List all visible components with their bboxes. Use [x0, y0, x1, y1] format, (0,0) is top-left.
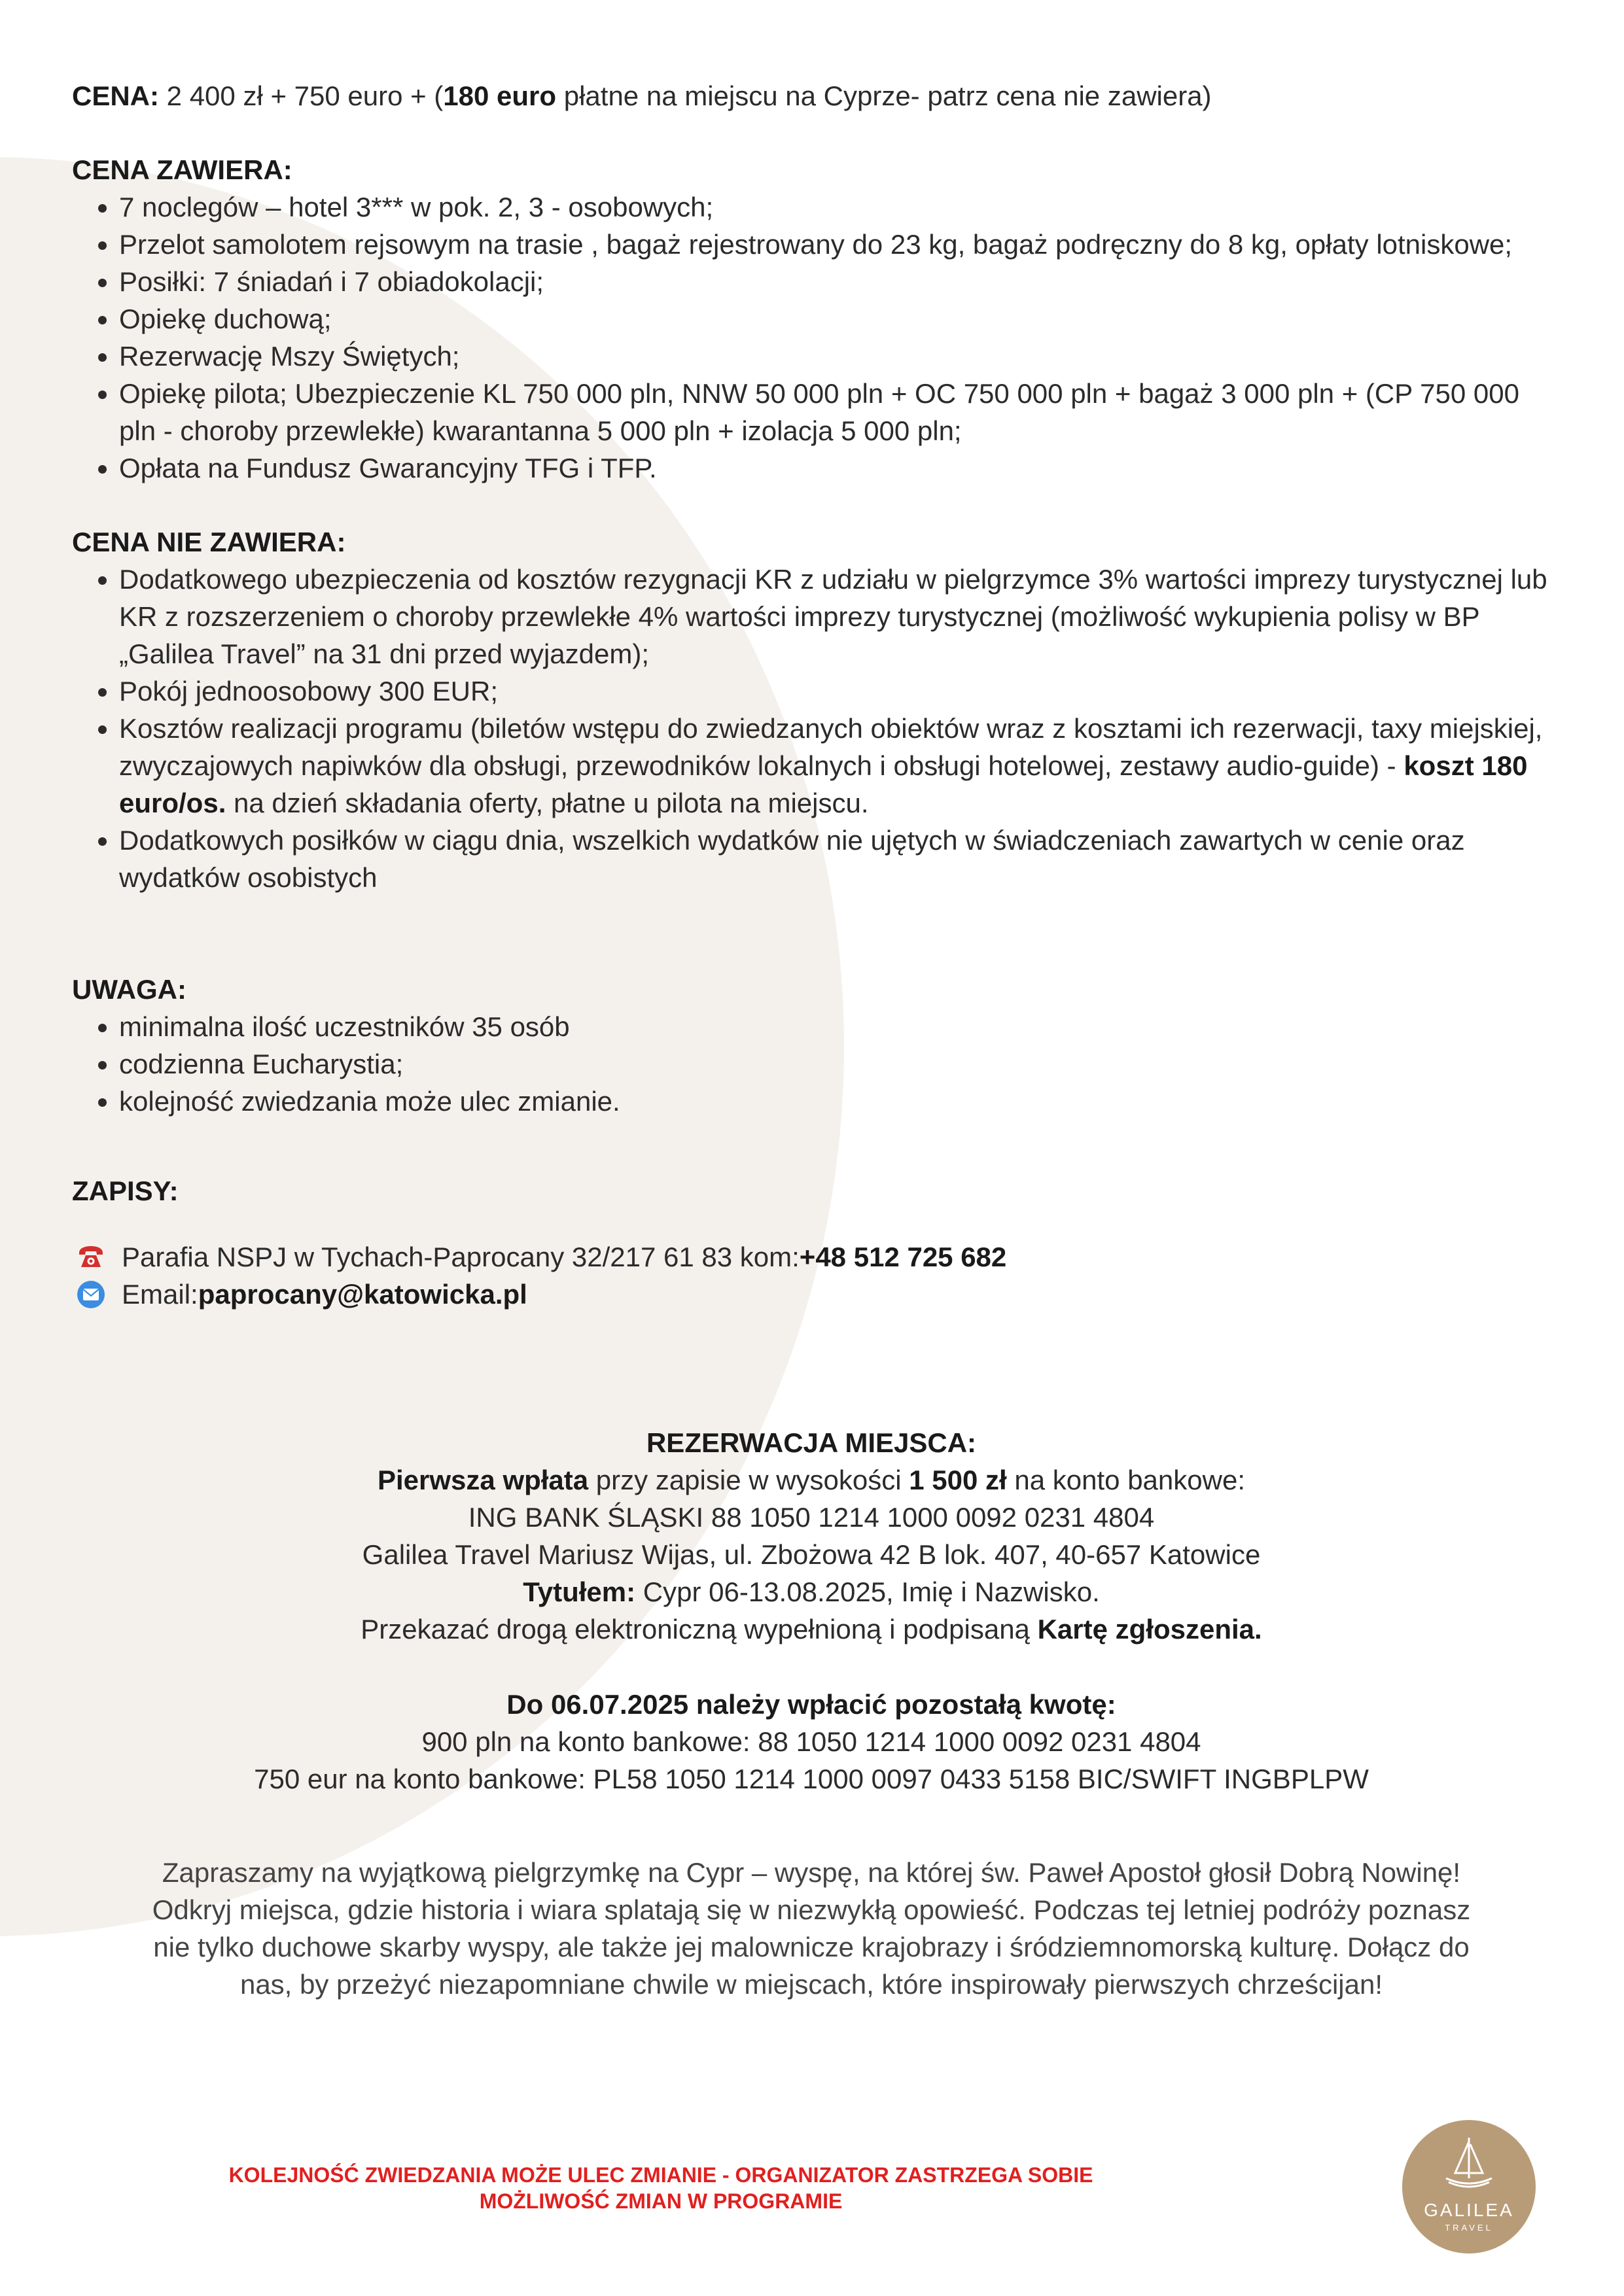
list-item: • Dodatkowego ubezpieczenia od kosztów rezygnacji KR z udziału w pielgrzymce 3% wartości imprezy turystycznej lub KR z rozszerzeniem o choroby przewlekłe 4% wartości imprezy turystycznej (możliwość wykupienia polisy w BP „Galilea Travel” na 31 dni przed wyjazdem); [119, 561, 1551, 672]
contacts [72, 1238, 1551, 1313]
list-item: • Przelot samolotem rejsowym na trasie , bagaż rejestrowany do 23 kg, bagaż podręczny do 8 kg, opłaty lotniskowe; [119, 226, 1551, 263]
list-item: • Rezerwację Mszy Świętych; [119, 338, 1551, 375]
signup-heading: ZAPISY: [72, 1175, 179, 1206]
list-item: • Posiłki: 7 śniadań i 7 obiadokolacji; [119, 263, 1551, 300]
envelope-icon [76, 1279, 106, 1310]
form-instruction: Przekazać drogą elektroniczną wypełnioną i podpisaną Kartę zgłoszenia. [361, 1614, 1262, 1644]
telephone-icon [76, 1242, 106, 1272]
promo-text: Zapraszamy na wyjątkową pielgrzymkę na Cypr – wyspę, na której św. Paweł Apostoł głosił Dobrą Nowinę! Odkryj miejsca, gdzie historia i wiara splatają się w niezwykłą opowieść. Podczas tej letniej podróży poznasz nie tylko duchowe skarby wyspy, ale także jej malownicze krajobrazy i śródziemnomorską kulturę. Dołącz do nas, by przeżyć niezapomniane chwile w miejscach, które inspirowały pierwszych chrześcijan! [152, 1857, 1471, 2000]
document-content [72, 77, 1551, 2003]
list-item: • minimalna ilość uczestników 35 osób [119, 1008, 1551, 1045]
galilea-travel-logo [1400, 2118, 1538, 2255]
phone-number[interactable]: +48 512 725 682 [799, 1242, 1007, 1272]
includes-list [72, 188, 1551, 487]
transfer-title: Tytułem: Cypr 06-13.08.2025, Imię i Nazwisko. [523, 1576, 1100, 1607]
list-item: • Opiekę duchową; [119, 300, 1551, 338]
excludes-heading: CENA NIE ZAWIERA: [72, 527, 346, 557]
list-item: • Kosztów realizacji programu (biletów wstępu do zwiedzanych obiektów wraz z kosztami ich rezerwacji, taxy miejskiej, zwyczajowych napiwków dla obsługi, przewodników lokalnych i obsługi hotelowej, zestawy audio-guide) - koszt 180 euro/os. na dzień składania oferty, płatne u pilota na miejscu. [119, 710, 1551, 822]
includes-heading: CENA ZAWIERA: [72, 154, 292, 185]
reservation-block [72, 1424, 1551, 1798]
list-item: • Opłata na Fundusz Gwarancyjny TFG i TFP. [119, 449, 1551, 487]
excludes-list [72, 561, 1551, 896]
reservation-heading: REZERWACJA MIEJSCA: [646, 1427, 977, 1458]
bank-account: ING BANK ŚLĄSKI 88 1050 1214 1000 0092 0231 4804 [468, 1502, 1155, 1533]
pln-account: 900 pln na konto bankowe: 88 1050 1214 1000 0092 0231 4804 [421, 1726, 1201, 1757]
company-address: Galilea Travel Mariusz Wijas, ul. Zbożowa 42 B lok. 407, 40-657 Katowice [362, 1539, 1261, 1570]
reservation-line: Pierwsza wpłata przy zapisie w wysokości 1 500 zł na konto bankowe: [378, 1465, 1245, 1495]
phone-row: Parafia NSPJ w Tychach-Paprocany 32/217 61 83 kom: +48 512 725 682 [72, 1238, 1551, 1276]
list-item: • 7 noclegów – hotel 3*** w pok. 2, 3 - osobowych; [119, 188, 1551, 226]
list-item: • Opiekę pilota; Ubezpieczenie KL 750 000 pln, NNW 50 000 pln + OC 750 000 pln + bagaż 3 000 pln + (CP 750 000 pln - choroby przewlekłe) kwarantanna 5 000 pln + izolacja 5 000 pln; [119, 375, 1551, 449]
deadline-heading: Do 06.07.2025 należy wpłacić pozostałą kwotę: [506, 1689, 1116, 1720]
price-line: CENA: 2 400 zł + 750 euro + (180 euro płatne na miejscu na Cyprze- patrz cena nie zawiera) [72, 80, 1212, 111]
eur-account: 750 eur na konto bankowe: PL58 1050 1214 1000 0097 0433 5158 BIC/SWIFT INGBPLPW [254, 1764, 1369, 1794]
list-item: • Pokój jednoosobowy 300 EUR; [119, 672, 1551, 710]
email-row: Email: paprocany@katowicka.pl [72, 1276, 1551, 1313]
notes-heading: UWAGA: [72, 974, 186, 1005]
notes-list [72, 1008, 1551, 1120]
footer-warning: KOLEJNOŚĆ ZWIEDZANIA MOŻE ULEC ZMIANIE - ORGANIZATOR ZASTRZEGA SOBIE MOŻLIWOŚĆ ZMIAN W PROGRAMIE [228, 2163, 1093, 2213]
svg-text:GALILEA: GALILEA [1424, 2200, 1514, 2220]
price-label: CENA: [72, 80, 159, 111]
list-item: • codzienna Eucharystia; [119, 1045, 1551, 1083]
svg-text:TRAVEL: TRAVEL [1445, 2223, 1493, 2233]
email-link[interactable]: paprocany@katowicka.pl [198, 1279, 527, 1310]
list-item: • kolejność zwiedzania może ulec zmianie. [119, 1083, 1551, 1120]
list-item: • Dodatkowych posiłków w ciągu dnia, wszelkich wydatków nie ujętych w świadczeniach zawartych w cenie oraz wydatków osobistych [119, 822, 1551, 896]
